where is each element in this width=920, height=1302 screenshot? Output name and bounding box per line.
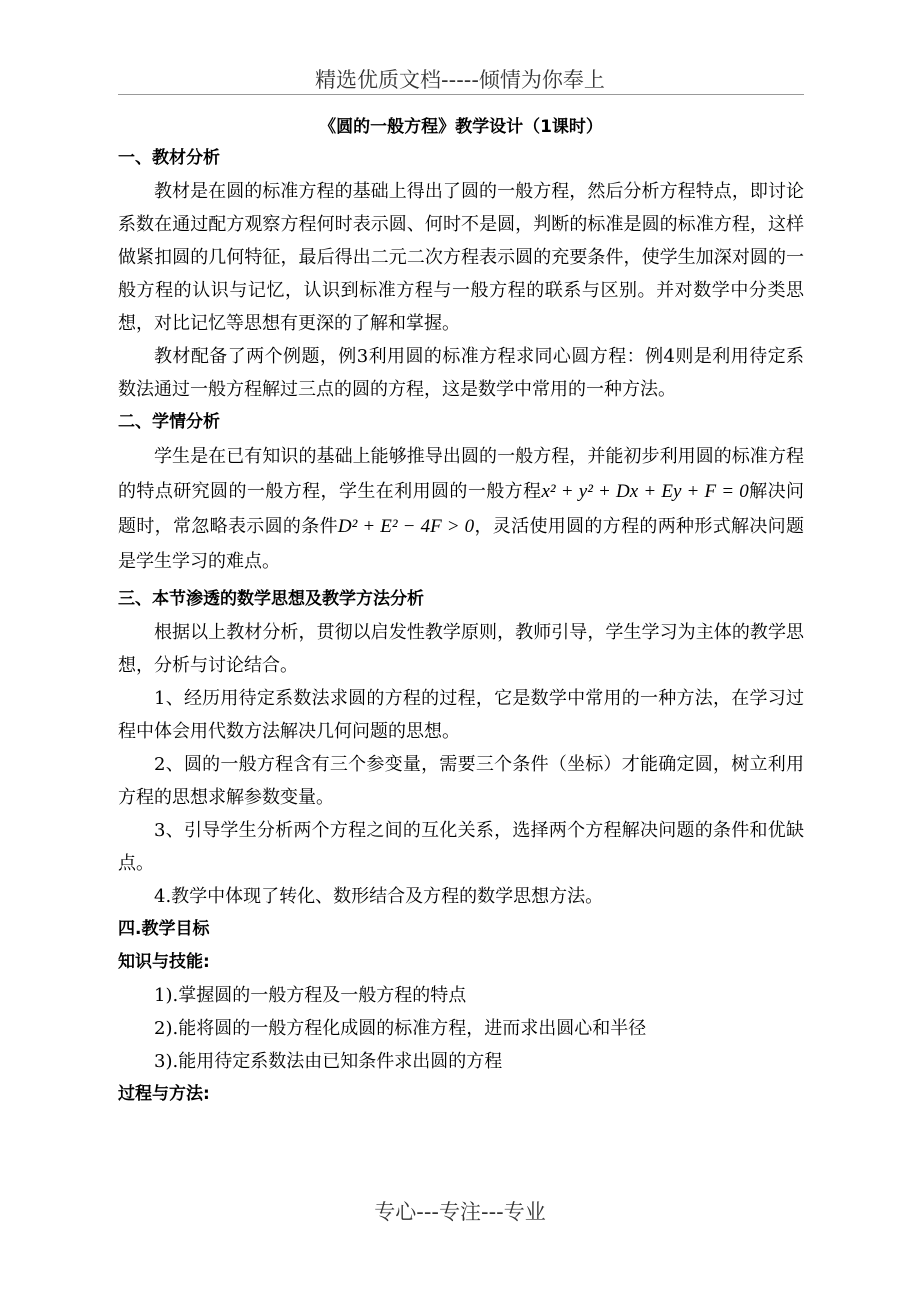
- paragraph: 1、经历用待定系数法求圆的方程的过程，它是数学中常用的一种方法，在学习过程中体会用代数方法解决几何问题的思想。: [118, 688, 804, 742]
- text: ，灵活使用圆的方程的两种形式解决问题是学生学习的难点。: [118, 516, 805, 572]
- section-heading-2: 二、学情分析: [118, 412, 220, 432]
- paragraph: 教材配备了两个例题，例3利用圆的标准方程求同心圆方程：例4则是利用待定系数法通过一般方程解过三点的圆的方程，这是数学中常用的一种方法。: [118, 346, 804, 400]
- list-item: 3).能用待定系数法由已知条件求出圆的方程: [154, 1051, 503, 1072]
- text: 解决问题时，常忽略表示圆的条件: [118, 481, 805, 537]
- subheading-process: 过程与方法:: [118, 1084, 210, 1104]
- document-body: [118, 112, 804, 1111]
- paragraph: 根据以上教材分析，贯彻以启发性教学原则，教师引导，学生学习为主体的教学思想，分析与讨论结合。: [118, 622, 804, 676]
- section-heading-4: 四.教学目标: [118, 919, 210, 939]
- paragraph: [118, 439, 804, 579]
- page-header: 精选优质文档-----倾情为你奉上: [315, 68, 605, 92]
- list-item: 2).能将圆的一般方程化成圆的标准方程，进而求出圆心和半径: [154, 1018, 647, 1039]
- paragraph: 4.教学中体现了转化、数形结合及方程的数学思想方法。: [154, 886, 604, 907]
- paragraph: 3、引导学生分析两个方程之间的互化关系，选择两个方程解决问题的条件和优缺点。: [118, 820, 804, 874]
- text: 学生是在已有知识的基础上能够推导出圆的一般方程，并能初步利用圆的标准方程的特点研究圆的一般方程，学生在利用圆的一般方程: [118, 446, 804, 502]
- formula-condition: D² + E² − 4F > 0: [337, 516, 475, 537]
- document-title: 《圆的一般方程》教学设计（1课时）: [319, 117, 603, 137]
- section-heading-3: 三、本节渗透的数学思想及教学方法分析: [118, 589, 424, 609]
- paragraph: 教材是在圆的标准方程的基础上得出了圆的一般方程，然后分析方程特点，即讨论系数在通过配方观察方程何时表示圆、何时不是圆，判断的标准是圆的标准方程，这样做紧扣圆的几何特征，最后得出二元二次方程表示圆的充要条件，使学生加深对圆的一般方程的认识与记忆，认识到标准方程与一般方程的联系与区别。并对数学中分类思想，对比记忆等思想有更深的了解和掌握。: [118, 181, 804, 334]
- header-rule: [118, 94, 804, 95]
- page-footer: 专心---专注---专业: [374, 1200, 546, 1224]
- section-heading-1: 一、教材分析: [118, 148, 220, 168]
- formula-general-equation: x² + y² + Dx + Ey + F = 0: [541, 481, 749, 502]
- list-item: 1).掌握圆的一般方程及一般方程的特点: [154, 985, 467, 1006]
- paragraph: 2、圆的一般方程含有三个参变量，需要三个条件（坐标）才能确定圆，树立利用方程的思想求解参数变量。: [118, 754, 804, 808]
- subheading-knowledge: 知识与技能:: [118, 952, 210, 972]
